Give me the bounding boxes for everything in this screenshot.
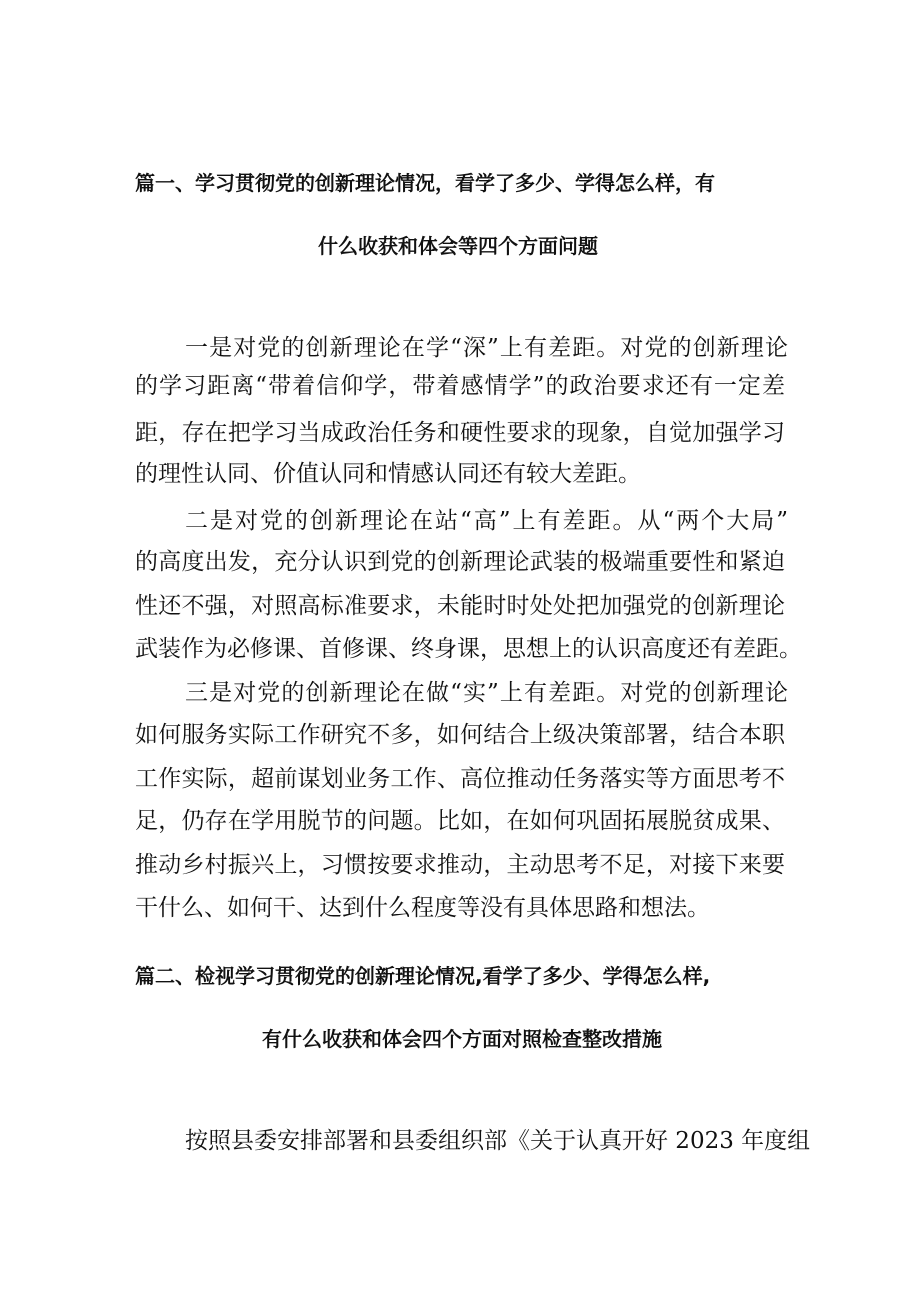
paragraph-line: 三是对党的创新理论在做“实”上有差距。对党的创新理论 bbox=[185, 680, 788, 706]
paragraph-line: 干什么、如何干、达到什么程度等没有具体思路和想法。 bbox=[135, 895, 710, 921]
section2-title-line2: 有什么收获和体会四个方面对照检查整改措施 bbox=[262, 1027, 662, 1051]
paragraph-line: 按照县委安排部署和县委组织部《关于认真开好 2023 年度组 bbox=[185, 1128, 811, 1154]
paragraph-line: 的高度出发，充分认识到党的创新理论武装的极端重要性和紧迫 bbox=[135, 549, 785, 575]
paragraph-line: 推动乡村振兴上，习惯按要求推动，主动思考不足，对接下来要 bbox=[135, 852, 785, 878]
section1-title-line1: 篇一、学习贯彻党的创新理论情况，看学了多少、学得怎么样，有 bbox=[135, 171, 715, 195]
paragraph-line: 二是对党的创新理论在站“高”上有差距。从“两个大局” bbox=[185, 508, 788, 534]
paragraph-line: 距，存在把学习当成政治任务和硬性要求的现象，自觉加强学习 bbox=[135, 420, 785, 446]
section1-title-line2: 什么收获和体会等四个方面问题 bbox=[318, 234, 598, 258]
paragraph-line: 性还不强，对照高标准要求，未能时时处处把加强党的创新理论 bbox=[135, 593, 785, 619]
paragraph-line: 的学习距离“带着信仰学，带着感情学”的政治要求还有一定差 bbox=[135, 373, 785, 399]
paragraph-line: 武装作为必修课、首修课、终身课，思想上的认识高度还有差距。 bbox=[135, 636, 802, 662]
paragraph-line: 的理性认同、价值认同和情感认同还有较大差距。 bbox=[135, 461, 641, 487]
section2-title-line1: 篇二、检视学习贯彻党的创新理论情况,看学了多少、学得怎么样, bbox=[135, 964, 711, 988]
paragraph-line: 足，仍存在学用脱节的问题。比如，在如何巩固拓展脱贫成果、 bbox=[135, 808, 785, 834]
paragraph-line: 如何服务实际工作研究不多，如何结合上级决策部署，结合本职 bbox=[135, 722, 785, 748]
paragraph-line: 一是对党的创新理论在学“深”上有差距。对党的创新理论 bbox=[185, 335, 788, 361]
paragraph-line: 工作实际，超前谋划业务工作、高位推动任务落实等方面思考不 bbox=[135, 766, 785, 792]
